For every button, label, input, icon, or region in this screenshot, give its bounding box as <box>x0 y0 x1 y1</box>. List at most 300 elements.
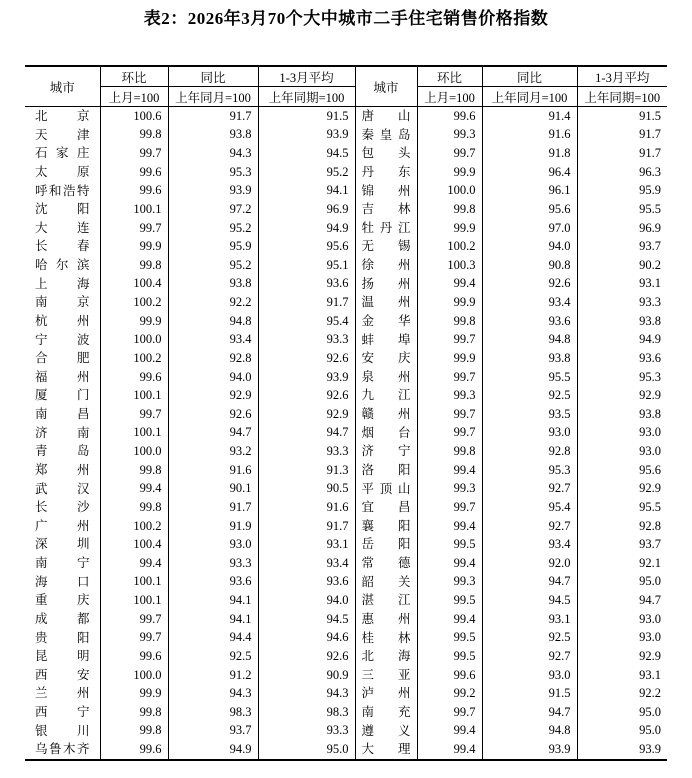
city-cell-right <box>355 107 417 126</box>
city-name: 南 昌 <box>35 407 90 422</box>
header-yoy-left: 同比 <box>168 66 258 87</box>
avg-value-right: 95.5 <box>577 498 667 517</box>
yoy-value-left: 91.2 <box>168 666 258 685</box>
avg-value-right: 93.0 <box>577 629 667 648</box>
avg-value-left: 93.9 <box>258 368 355 387</box>
yoy-value-left: 92.8 <box>168 349 258 368</box>
yoy-value-left: 95.2 <box>168 219 258 238</box>
city-cell-right <box>355 535 417 554</box>
yoy-value-right: 92.7 <box>482 480 577 499</box>
city-name: 湛 江 <box>361 593 411 608</box>
avg-value-right: 96.9 <box>577 219 667 238</box>
mom-value-left: 100.2 <box>100 517 168 536</box>
city-name: 乌 鲁 木 齐 <box>35 742 90 757</box>
mom-value-left: 99.9 <box>100 684 168 703</box>
city-cell-left <box>25 293 100 312</box>
city-cell-right <box>355 126 417 145</box>
mom-value-right: 99.6 <box>417 107 482 126</box>
city-cell-left <box>25 535 100 554</box>
city-cell-left <box>25 461 100 480</box>
avg-value-left: 91.7 <box>258 517 355 536</box>
city-name: 烟 台 <box>361 425 411 440</box>
avg-value-left: 93.3 <box>258 331 355 350</box>
city-name: 昆 明 <box>35 649 90 664</box>
yoy-value-left: 94.0 <box>168 368 258 387</box>
table-row <box>25 554 667 573</box>
city-name: 岳 阳 <box>361 537 411 552</box>
city-name: 韶 关 <box>361 574 411 589</box>
table-row <box>25 144 667 163</box>
mom-value-right: 99.4 <box>417 740 482 760</box>
yoy-value-left: 95.3 <box>168 163 258 182</box>
city-name: 北 海 <box>361 649 411 664</box>
table-row <box>25 331 667 350</box>
table-row <box>25 126 667 145</box>
mom-value-right: 99.8 <box>417 200 482 219</box>
yoy-value-right: 92.6 <box>482 275 577 294</box>
table-row <box>25 703 667 722</box>
city-name: 贵 阳 <box>35 630 90 645</box>
table-row <box>25 535 667 554</box>
city-cell-left <box>25 424 100 443</box>
mom-value-left: 99.8 <box>100 703 168 722</box>
city-name: 赣 州 <box>361 407 411 422</box>
city-name: 襄 阳 <box>361 518 411 533</box>
mom-value-left: 100.1 <box>100 200 168 219</box>
avg-value-right: 93.8 <box>577 312 667 331</box>
city-cell-right <box>355 368 417 387</box>
yoy-value-right: 95.6 <box>482 200 577 219</box>
yoy-value-left: 94.3 <box>168 684 258 703</box>
city-cell-right <box>355 703 417 722</box>
yoy-value-right: 92.8 <box>482 442 577 461</box>
header-yoy-base-left: 上年同月=100 <box>168 87 258 107</box>
avg-value-left: 90.9 <box>258 666 355 685</box>
header-yoy-right: 同比 <box>482 66 577 87</box>
city-cell-right <box>355 647 417 666</box>
mom-value-right: 100.3 <box>417 256 482 275</box>
yoy-value-right: 94.0 <box>482 237 577 256</box>
avg-value-left: 94.9 <box>258 219 355 238</box>
yoy-value-left: 92.9 <box>168 386 258 405</box>
city-name: 常 德 <box>361 556 411 571</box>
city-cell-left <box>25 219 100 238</box>
avg-value-left: 93.9 <box>258 126 355 145</box>
avg-value-right: 95.0 <box>577 703 667 722</box>
city-cell-left <box>25 405 100 424</box>
yoy-value-right: 93.0 <box>482 666 577 685</box>
table-row <box>25 461 667 480</box>
table-row <box>25 442 667 461</box>
yoy-value-right: 92.0 <box>482 554 577 573</box>
city-cell-right <box>355 386 417 405</box>
city-cell-left <box>25 237 100 256</box>
mom-value-left: 99.7 <box>100 629 168 648</box>
mom-value-left: 100.2 <box>100 293 168 312</box>
mom-value-left: 100.0 <box>100 442 168 461</box>
city-name: 厦 门 <box>35 388 90 403</box>
city-name: 合 肥 <box>35 351 90 366</box>
avg-value-left: 92.6 <box>258 349 355 368</box>
city-name: 石 家 庄 <box>35 146 90 161</box>
city-cell-right <box>355 442 417 461</box>
yoy-value-left: 95.9 <box>168 237 258 256</box>
yoy-value-right: 94.5 <box>482 591 577 610</box>
avg-value-right: 92.9 <box>577 647 667 666</box>
avg-value-left: 91.6 <box>258 498 355 517</box>
mom-value-left: 99.9 <box>100 312 168 331</box>
avg-value-right: 93.0 <box>577 610 667 629</box>
avg-value-right: 92.1 <box>577 554 667 573</box>
city-cell-right <box>355 573 417 592</box>
table-row <box>25 182 667 201</box>
city-name: 上 海 <box>35 276 90 291</box>
table-row <box>25 275 667 294</box>
avg-value-right: 92.9 <box>577 480 667 499</box>
avg-value-right: 94.9 <box>577 331 667 350</box>
table-row <box>25 610 667 629</box>
avg-value-left: 98.3 <box>258 703 355 722</box>
city-name: 沈 阳 <box>35 202 90 217</box>
city-cell-left <box>25 368 100 387</box>
city-name: 平 顶 山 <box>361 481 411 496</box>
city-name: 徐 州 <box>361 258 411 273</box>
city-cell-right <box>355 498 417 517</box>
mom-value-left: 99.4 <box>100 554 168 573</box>
city-cell-right <box>355 144 417 163</box>
avg-value-right: 93.3 <box>577 293 667 312</box>
city-cell-left <box>25 144 100 163</box>
page-title: 表2：2026年3月70个大中城市二手住宅销售价格指数 <box>143 9 549 28</box>
yoy-value-left: 93.0 <box>168 535 258 554</box>
city-name: 丹 东 <box>361 164 411 179</box>
avg-value-right: 93.1 <box>577 275 667 294</box>
mom-value-right: 99.9 <box>417 163 482 182</box>
table-row <box>25 573 667 592</box>
city-cell-left <box>25 554 100 573</box>
city-name: 深 圳 <box>35 537 90 552</box>
city-cell-right <box>355 610 417 629</box>
mom-value-left: 99.7 <box>100 219 168 238</box>
yoy-value-right: 91.8 <box>482 144 577 163</box>
city-cell-right <box>355 275 417 294</box>
yoy-value-right: 97.0 <box>482 219 577 238</box>
avg-value-left: 90.5 <box>258 480 355 499</box>
mom-value-left: 100.0 <box>100 666 168 685</box>
avg-value-right: 95.0 <box>577 722 667 741</box>
yoy-value-left: 93.2 <box>168 442 258 461</box>
header-mom-base-left: 上月=100 <box>100 87 168 107</box>
yoy-value-right: 94.8 <box>482 722 577 741</box>
mom-value-right: 99.9 <box>417 219 482 238</box>
header-city-right: 城市 <box>355 66 417 107</box>
avg-value-left: 91.7 <box>258 293 355 312</box>
mom-value-right: 99.7 <box>417 368 482 387</box>
city-name: 西 宁 <box>35 705 90 720</box>
avg-value-left: 94.6 <box>258 629 355 648</box>
mom-value-right: 99.3 <box>417 386 482 405</box>
yoy-value-right: 95.5 <box>482 368 577 387</box>
city-cell-left <box>25 163 100 182</box>
city-cell-left <box>25 275 100 294</box>
mom-value-right: 99.8 <box>417 442 482 461</box>
yoy-value-left: 94.4 <box>168 629 258 648</box>
city-cell-right <box>355 554 417 573</box>
table-row <box>25 666 667 685</box>
city-name: 济 宁 <box>361 444 411 459</box>
mom-value-right: 99.4 <box>417 461 482 480</box>
mom-value-right: 99.7 <box>417 144 482 163</box>
table-row <box>25 405 667 424</box>
mom-value-right: 99.7 <box>417 703 482 722</box>
avg-value-left: 93.6 <box>258 275 355 294</box>
table-body <box>25 107 667 760</box>
city-cell-right <box>355 666 417 685</box>
yoy-value-left: 95.2 <box>168 256 258 275</box>
yoy-value-right: 93.9 <box>482 740 577 760</box>
city-name: 泸 州 <box>361 686 411 701</box>
avg-value-left: 95.6 <box>258 237 355 256</box>
city-name: 南 京 <box>35 295 90 310</box>
city-cell-right <box>355 293 417 312</box>
header-avg-right: 1-3月平均 <box>577 66 667 87</box>
city-cell-right <box>355 629 417 648</box>
mom-value-right: 99.9 <box>417 293 482 312</box>
avg-value-left: 94.5 <box>258 144 355 163</box>
yoy-value-right: 92.7 <box>482 647 577 666</box>
header-avg-left: 1-3月平均 <box>258 66 355 87</box>
table-row <box>25 740 667 760</box>
avg-value-right: 95.5 <box>577 200 667 219</box>
mom-value-right: 99.3 <box>417 573 482 592</box>
avg-value-right: 93.0 <box>577 424 667 443</box>
table-row <box>25 591 667 610</box>
mom-value-right: 99.4 <box>417 722 482 741</box>
city-name: 九 江 <box>361 388 411 403</box>
city-cell-right <box>355 331 417 350</box>
city-cell-right <box>355 312 417 331</box>
avg-value-right: 94.7 <box>577 591 667 610</box>
mom-value-right: 99.7 <box>417 424 482 443</box>
avg-value-left: 95.4 <box>258 312 355 331</box>
avg-value-right: 92.9 <box>577 386 667 405</box>
city-name: 广 州 <box>35 518 90 533</box>
city-name: 泉 州 <box>361 369 411 384</box>
city-cell-right <box>355 722 417 741</box>
city-name: 无 锡 <box>361 239 411 254</box>
yoy-value-left: 91.6 <box>168 461 258 480</box>
mom-value-left: 99.8 <box>100 498 168 517</box>
city-name: 济 南 <box>35 425 90 440</box>
city-cell-right <box>355 256 417 275</box>
avg-value-right: 91.7 <box>577 126 667 145</box>
header-mom-left: 环比 <box>100 66 168 87</box>
yoy-value-right: 92.7 <box>482 517 577 536</box>
city-cell-right <box>355 424 417 443</box>
city-name: 秦 皇 岛 <box>361 127 411 142</box>
mom-value-left: 99.4 <box>100 480 168 499</box>
avg-value-right: 92.2 <box>577 684 667 703</box>
city-name: 桂 林 <box>361 630 411 645</box>
yoy-value-right: 95.4 <box>482 498 577 517</box>
city-name: 唐 山 <box>361 109 411 124</box>
city-cell-left <box>25 684 100 703</box>
city-name: 锦 州 <box>361 183 411 198</box>
table-row <box>25 312 667 331</box>
yoy-value-right: 93.1 <box>482 610 577 629</box>
table-row <box>25 256 667 275</box>
yoy-value-right: 91.4 <box>482 107 577 126</box>
yoy-value-left: 91.7 <box>168 498 258 517</box>
mom-value-left: 99.7 <box>100 405 168 424</box>
yoy-value-left: 93.4 <box>168 331 258 350</box>
avg-value-right: 93.7 <box>577 237 667 256</box>
city-name: 南 宁 <box>35 556 90 571</box>
city-name: 南 充 <box>361 705 411 720</box>
yoy-value-right: 96.4 <box>482 163 577 182</box>
city-name: 洛 阳 <box>361 462 411 477</box>
avg-value-right: 93.7 <box>577 535 667 554</box>
avg-value-right: 95.0 <box>577 573 667 592</box>
yoy-value-left: 92.6 <box>168 405 258 424</box>
avg-value-right: 95.6 <box>577 461 667 480</box>
mom-value-left: 99.6 <box>100 368 168 387</box>
yoy-value-left: 98.3 <box>168 703 258 722</box>
city-name: 银 川 <box>35 723 90 738</box>
avg-value-left: 94.5 <box>258 610 355 629</box>
avg-value-left: 92.6 <box>258 386 355 405</box>
city-cell-left <box>25 331 100 350</box>
table-row <box>25 237 667 256</box>
mom-value-left: 99.6 <box>100 182 168 201</box>
city-cell-left <box>25 107 100 126</box>
mom-value-left: 99.7 <box>100 144 168 163</box>
mom-value-left: 100.6 <box>100 107 168 126</box>
city-cell-right <box>355 405 417 424</box>
avg-value-left: 93.6 <box>258 573 355 592</box>
mom-value-left: 99.8 <box>100 461 168 480</box>
yoy-value-right: 93.6 <box>482 312 577 331</box>
avg-value-left: 93.4 <box>258 554 355 573</box>
city-name: 福 州 <box>35 369 90 384</box>
yoy-value-right: 93.0 <box>482 424 577 443</box>
yoy-value-left: 90.1 <box>168 480 258 499</box>
city-cell-right <box>355 517 417 536</box>
yoy-value-left: 93.9 <box>168 182 258 201</box>
header-avg-base-left: 上年同期=100 <box>258 87 355 107</box>
header-mom-base-right: 上月=100 <box>417 87 482 107</box>
avg-value-right: 91.5 <box>577 107 667 126</box>
yoy-value-left: 93.8 <box>168 126 258 145</box>
header-avg-base-right: 上年同期=100 <box>577 87 667 107</box>
mom-value-right: 99.7 <box>417 331 482 350</box>
city-name: 安 庆 <box>361 351 411 366</box>
table-header <box>25 66 667 107</box>
city-cell-left <box>25 182 100 201</box>
city-name: 温 州 <box>361 295 411 310</box>
city-cell-right <box>355 480 417 499</box>
mom-value-right: 99.4 <box>417 517 482 536</box>
city-cell-right <box>355 219 417 238</box>
table-row <box>25 517 667 536</box>
yoy-value-left: 94.7 <box>168 424 258 443</box>
city-name: 惠 州 <box>361 611 411 626</box>
city-cell-left <box>25 703 100 722</box>
avg-value-left: 94.1 <box>258 182 355 201</box>
city-cell-right <box>355 740 417 760</box>
mom-value-left: 100.1 <box>100 386 168 405</box>
yoy-value-right: 94.7 <box>482 703 577 722</box>
city-cell-left <box>25 498 100 517</box>
mom-value-right: 99.6 <box>417 666 482 685</box>
table-row <box>25 219 667 238</box>
mom-value-right: 99.3 <box>417 126 482 145</box>
avg-value-left: 94.3 <box>258 684 355 703</box>
header-city-left: 城市 <box>25 66 100 107</box>
avg-value-right: 93.1 <box>577 666 667 685</box>
mom-value-right: 99.4 <box>417 554 482 573</box>
mom-value-right: 99.8 <box>417 312 482 331</box>
table-row <box>25 349 667 368</box>
yoy-value-left: 91.9 <box>168 517 258 536</box>
city-name: 呼 和 浩 特 <box>35 183 90 198</box>
yoy-value-left: 93.7 <box>168 722 258 741</box>
avg-value-left: 95.1 <box>258 256 355 275</box>
city-cell-left <box>25 312 100 331</box>
city-cell-left <box>25 349 100 368</box>
table-row <box>25 424 667 443</box>
city-name: 金 华 <box>361 313 411 328</box>
yoy-value-left: 94.3 <box>168 144 258 163</box>
mom-value-right: 100.2 <box>417 237 482 256</box>
yoy-value-left: 97.2 <box>168 200 258 219</box>
city-cell-left <box>25 666 100 685</box>
mom-value-right: 99.5 <box>417 591 482 610</box>
table-row <box>25 368 667 387</box>
city-name: 牡 丹 江 <box>361 220 411 235</box>
price-index-table <box>25 65 667 761</box>
mom-value-right: 99.5 <box>417 647 482 666</box>
yoy-value-right: 93.4 <box>482 293 577 312</box>
mom-value-left: 99.7 <box>100 610 168 629</box>
table-row <box>25 684 667 703</box>
mom-value-right: 99.4 <box>417 275 482 294</box>
avg-value-left: 91.3 <box>258 461 355 480</box>
yoy-value-left: 94.1 <box>168 610 258 629</box>
avg-value-right: 96.3 <box>577 163 667 182</box>
avg-value-left: 94.7 <box>258 424 355 443</box>
city-cell-right <box>355 163 417 182</box>
table-row <box>25 200 667 219</box>
city-cell-left <box>25 610 100 629</box>
yoy-value-right: 91.6 <box>482 126 577 145</box>
table-row <box>25 386 667 405</box>
yoy-value-right: 91.5 <box>482 684 577 703</box>
avg-value-right: 93.9 <box>577 740 667 760</box>
city-cell-left <box>25 517 100 536</box>
yoy-value-left: 93.6 <box>168 573 258 592</box>
city-name: 宁 波 <box>35 332 90 347</box>
mom-value-left: 100.2 <box>100 349 168 368</box>
mom-value-left: 99.9 <box>100 237 168 256</box>
yoy-value-left: 91.7 <box>168 107 258 126</box>
table-row <box>25 293 667 312</box>
avg-value-right: 93.8 <box>577 405 667 424</box>
city-cell-right <box>355 349 417 368</box>
city-cell-right <box>355 461 417 480</box>
city-name: 成 都 <box>35 611 90 626</box>
table-row <box>25 722 667 741</box>
